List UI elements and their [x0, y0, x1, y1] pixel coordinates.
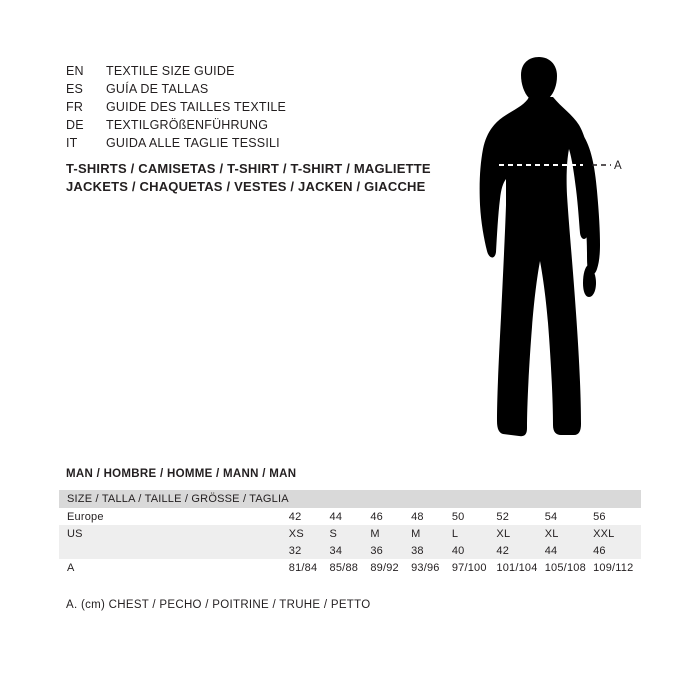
row-label: A: [59, 559, 289, 576]
table-row: [59, 525, 641, 542]
table-header-cell: [593, 490, 641, 508]
row-value: 34: [330, 542, 371, 559]
language-code: EN: [66, 64, 84, 78]
row-value: 42: [496, 542, 544, 559]
row-value: 89/92: [370, 559, 411, 576]
category-jackets: JACKETS / CHAQUETAS / VESTES / JACKEN / GIACCHE: [66, 179, 426, 194]
table-header-cell: [452, 490, 497, 508]
language-title: GUIDE DES TAILLES TEXTILE: [106, 100, 287, 114]
language-code: FR: [66, 100, 84, 114]
language-title: TEXTILE SIZE GUIDE: [106, 64, 235, 78]
row-value: M: [411, 525, 452, 542]
row-value: 38: [411, 542, 452, 559]
table-header-cell: [330, 490, 371, 508]
language-code: DE: [66, 118, 84, 132]
language-title: GUIDA ALLE TAGLIE TESSILI: [106, 136, 280, 150]
gender-title: MAN / HOMBRE / HOMME / MANN / MAN: [66, 468, 297, 480]
row-value: L: [452, 525, 497, 542]
row-value: 44: [545, 542, 593, 559]
table-header-cell: [370, 490, 411, 508]
chest-measure-label: A: [614, 160, 622, 172]
row-value: 85/88: [330, 559, 371, 576]
language-code: ES: [66, 82, 84, 96]
table-row: [59, 542, 641, 559]
row-value: 40: [452, 542, 497, 559]
row-label: Europe: [59, 508, 289, 525]
language-title: GUÍA DE TALLAS: [106, 82, 209, 96]
row-value: M: [370, 525, 411, 542]
language-list: [66, 64, 446, 154]
row-value: 93/96: [411, 559, 452, 576]
row-value: 46: [593, 542, 641, 559]
male-silhouette-figure: [455, 55, 655, 455]
row-value: 36: [370, 542, 411, 559]
table-header-cell: [545, 490, 593, 508]
row-label: US: [59, 525, 289, 542]
row-value: S: [330, 525, 371, 542]
category-tshirts: T-SHIRTS / CAMISETAS / T-SHIRT / T-SHIRT / MAGLIETTE: [66, 161, 431, 176]
row-value: XL: [496, 525, 544, 542]
row-value: 48: [411, 508, 452, 525]
table-header-row: [59, 490, 641, 508]
table-header-cell: [496, 490, 544, 508]
row-value: 101/104: [496, 559, 544, 576]
row-value: 109/112: [593, 559, 641, 576]
row-label: [59, 542, 289, 559]
table-header-cell: [411, 490, 452, 508]
table-header-cell: SIZE / TALLA / TAILLE / GRÖSSE / TAGLIA: [59, 490, 289, 508]
row-value: 42: [289, 508, 330, 525]
language-row: [66, 100, 446, 118]
category-list: [66, 160, 486, 196]
silhouette-shape: [480, 57, 600, 436]
language-title: TEXTILGRÖßENFÜHRUNG: [106, 118, 269, 132]
row-value: 105/108: [545, 559, 593, 576]
table-row: [59, 508, 641, 525]
row-value: 50: [452, 508, 497, 525]
language-row: [66, 118, 446, 136]
table-header-cell: [289, 490, 330, 508]
language-code: IT: [66, 136, 78, 150]
table-footnote: A. (cm) CHEST / PECHO / POITRINE / TRUHE / PETTO: [66, 599, 371, 611]
row-value: 56: [593, 508, 641, 525]
language-row: [66, 136, 446, 154]
row-value: 52: [496, 508, 544, 525]
row-value: 81/84: [289, 559, 330, 576]
row-value: 32: [289, 542, 330, 559]
row-value: XS: [289, 525, 330, 542]
size-table: [59, 490, 641, 576]
table-row: [59, 559, 641, 576]
row-value: 44: [330, 508, 371, 525]
row-value: 54: [545, 508, 593, 525]
row-value: XXL: [593, 525, 641, 542]
language-row: [66, 82, 446, 100]
row-value: XL: [545, 525, 593, 542]
row-value: 97/100: [452, 559, 497, 576]
row-value: 46: [370, 508, 411, 525]
language-row: [66, 64, 446, 82]
